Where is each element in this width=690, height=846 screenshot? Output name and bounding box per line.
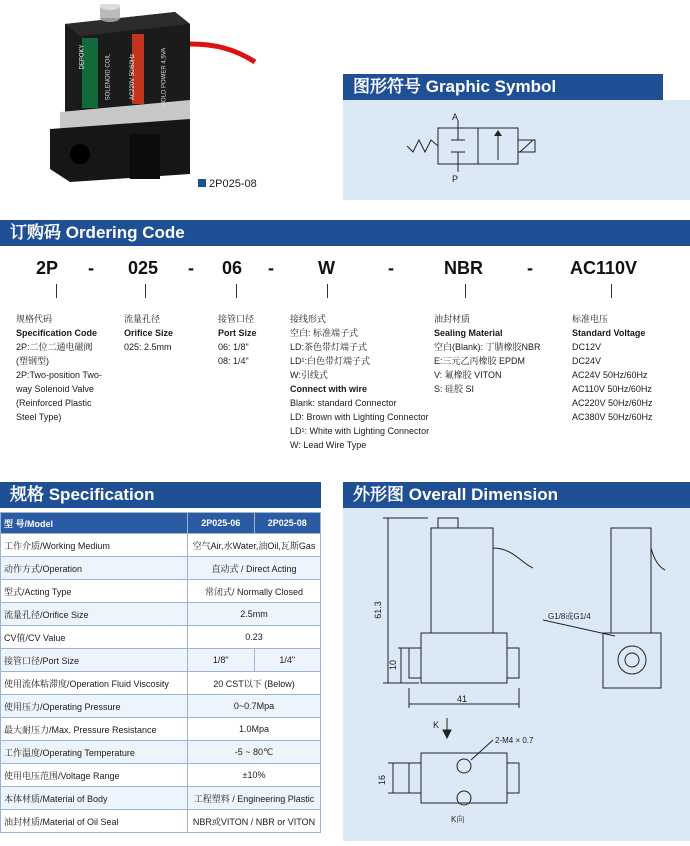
table-row <box>1 534 321 557</box>
col-line: S: 硅胶 SI <box>434 384 475 394</box>
specification-header: 规格 Specification <box>0 482 321 508</box>
coil-line2: AC220V 50/60Hz <box>130 53 137 101</box>
col-line: 油封材质 <box>434 314 471 324</box>
port-a-label: A <box>452 112 459 122</box>
model-tag-square <box>198 179 206 187</box>
row-value: 常闭式/ Normally Closed <box>188 580 321 603</box>
row-label: 使用流体粘滞度/Operation Fluid Viscosity <box>1 672 188 695</box>
dim-width: 41 <box>457 694 468 704</box>
row-label: 最大耐压力/Max. Pressure Resistance <box>1 718 188 741</box>
row-value: 空气Air,水Water,油Oil,瓦斯Gas <box>188 534 321 557</box>
dash-2: - <box>188 258 194 278</box>
row-value: 2.5mm <box>188 603 321 626</box>
table-row <box>1 718 321 741</box>
col-line: LD: Brown with Lighting Connector <box>290 412 429 422</box>
dim-k-view: K向 <box>451 815 465 824</box>
table-row <box>1 603 321 626</box>
table-row <box>1 810 321 833</box>
dash-5: - <box>527 258 533 278</box>
col-line: AC220V 50Hz/60Hz <box>572 398 653 408</box>
tick-orifice <box>145 284 146 298</box>
table-row <box>1 741 321 764</box>
row-value-06: 1/8" <box>188 649 255 672</box>
col-line: 接线形式 <box>290 314 327 324</box>
table-row <box>1 764 321 787</box>
col-spec-code <box>16 312 116 424</box>
col-line: AC24V 50Hz/60Hz <box>572 370 648 380</box>
table-row <box>1 649 321 672</box>
col-line: W:引线式 <box>290 370 328 380</box>
col-line: Orifice Size <box>124 328 174 338</box>
dim-k-arrow: K <box>433 720 440 730</box>
col-line: AC380V 50Hz/60Hz <box>572 412 653 422</box>
ordering-code-header: 订购码 Ordering Code <box>0 220 690 246</box>
code-voltage: AC110V <box>570 258 638 278</box>
spec-table-wrap <box>0 512 321 833</box>
col-line: 接管口径 <box>218 314 255 324</box>
col-line: 08: 1/4" <box>218 356 249 366</box>
col-voltage <box>572 312 684 424</box>
row-value: NBR或VITON / NBR or VITON <box>188 810 321 833</box>
tick-wire <box>327 284 328 298</box>
valve-illustration <box>40 4 270 184</box>
graphic-symbol-header: 图形符号 Graphic Symbol <box>343 74 663 100</box>
spec-header-row <box>1 513 321 534</box>
row-label: CV值/CV Value <box>1 626 188 649</box>
col-line: 流量孔径 <box>124 314 161 324</box>
col-line: Specification Code <box>16 328 98 338</box>
col-line: W: Lead Wire Type <box>290 440 367 450</box>
row-value: 0~0.7Mpa <box>188 695 321 718</box>
row-value: 0.23 <box>188 626 321 649</box>
col-line: 025: 2.5mm <box>124 342 172 352</box>
col-port-size <box>218 312 284 368</box>
table-row <box>1 626 321 649</box>
col-line: LD¹: White with Lighting Connector <box>290 426 430 436</box>
table-row <box>1 672 321 695</box>
row-label: 动作方式/Operation <box>1 557 188 580</box>
table-row <box>1 557 321 580</box>
code-wire: W <box>318 258 335 278</box>
product-photo <box>40 4 270 184</box>
row-label: 工作介质/Working Medium <box>1 534 188 557</box>
code-spec: 2P <box>36 258 59 278</box>
dash-3: - <box>268 258 274 278</box>
col-line: LD:茶色带灯端子式 <box>290 342 368 352</box>
dash-4: - <box>388 258 394 278</box>
row-value: 1.0Mpa <box>188 718 321 741</box>
row-label: 型式/Acting Type <box>1 580 188 603</box>
header-model: 型 号/Model <box>1 513 188 534</box>
col-line: 06: 1/8" <box>218 342 249 352</box>
dim-height: 61.3 <box>372 601 383 619</box>
tick-seal <box>465 284 466 298</box>
port-p-label: P <box>452 174 459 184</box>
dash-1: - <box>88 258 94 278</box>
code-port: 06 <box>222 258 243 278</box>
tick-spec <box>56 284 57 298</box>
valve-symbol <box>343 100 690 200</box>
model-tag <box>198 178 257 190</box>
col-line: 空白: 标准端子式 <box>290 328 359 338</box>
graphic-symbol-panel <box>343 100 690 200</box>
col-line: Sealing Material <box>434 328 503 338</box>
row-value: 工程塑料 / Engineering Plastic <box>188 787 321 810</box>
col-line: DC12V <box>572 342 602 352</box>
col-line: way Solenoid Valve <box>16 384 94 394</box>
header-06: 2P025-06 <box>188 513 255 534</box>
table-row <box>1 695 321 718</box>
col-line: Connect with wire <box>290 384 368 394</box>
col-line: LD¹:白色带灯端子式 <box>290 356 371 366</box>
dimension-drawing <box>343 508 690 841</box>
dim-screw: 2-M4 × 0.7 <box>495 736 534 745</box>
col-orifice-size <box>124 312 210 354</box>
code-seal: NBR <box>444 258 483 278</box>
coil-line1: SOLENOID COIL <box>105 53 112 101</box>
col-line: 标准电压 <box>572 314 609 324</box>
tick-port <box>236 284 237 298</box>
coil-line3: HOLD POWER 4.5VA <box>161 47 168 107</box>
col-line: Steel Type) <box>16 412 62 422</box>
col-line: 规格代码 <box>16 314 53 324</box>
row-value: -5 ~ 80℃ <box>188 741 321 764</box>
model-tag-label: 2P025-08 <box>209 178 257 190</box>
code-orifice: 025 <box>128 258 159 278</box>
coil-brand: DEPOKY <box>79 44 86 70</box>
row-label: 工作温度/Operating Temperature <box>1 741 188 764</box>
row-value-08: 1/4" <box>254 649 321 672</box>
dimension-panel <box>343 508 690 841</box>
dim-thread: G1/8或G1/4 <box>548 612 591 621</box>
table-row <box>1 580 321 603</box>
col-line: E:三元乙丙橡胶 EPDM <box>434 356 526 366</box>
dim-side: 16 <box>377 774 388 786</box>
col-line: (Reinforced Plastic <box>16 398 92 408</box>
table-row <box>1 787 321 810</box>
row-value: 20 CST以下 (Below) <box>188 672 321 695</box>
row-label: 使用电压范围/Voltage Range <box>1 764 188 787</box>
col-line: 空白(Blank): 丁腈橡胶NBR <box>434 342 541 352</box>
tick-voltage <box>611 284 612 298</box>
col-line: 2P:二位二通电磁阀 <box>16 342 93 352</box>
row-label: 流量孔径/Orifice Size <box>1 603 188 626</box>
dim-base: 10 <box>388 659 399 671</box>
col-line: V: 氟橡胶 VITON <box>434 370 502 380</box>
col-line: (塑钢型) <box>16 356 49 366</box>
dimension-header: 外形图 Overall Dimension <box>343 482 690 508</box>
col-connection <box>290 312 435 452</box>
row-label: 油封材质/Material of Oil Seal <box>1 810 188 833</box>
row-value: 直动式 / Direct Acting <box>188 557 321 580</box>
spec-table <box>0 512 321 833</box>
col-line: Port Size <box>218 328 257 338</box>
row-label: 接管口径/Port Size <box>1 649 188 672</box>
col-line: AC110V 50Hz/60Hz <box>572 384 652 394</box>
col-sealing <box>434 312 564 396</box>
col-line: Standard Voltage <box>572 328 646 338</box>
col-line: DC24V <box>572 356 602 366</box>
row-label: 使用压力/Operating Pressure <box>1 695 188 718</box>
col-line: Blank: standard Connector <box>290 398 397 408</box>
col-line: 2P:Two-position Two- <box>16 370 102 380</box>
row-value: ±10% <box>188 764 321 787</box>
header-08: 2P025-08 <box>254 513 321 534</box>
row-label: 本体材质/Material of Body <box>1 787 188 810</box>
